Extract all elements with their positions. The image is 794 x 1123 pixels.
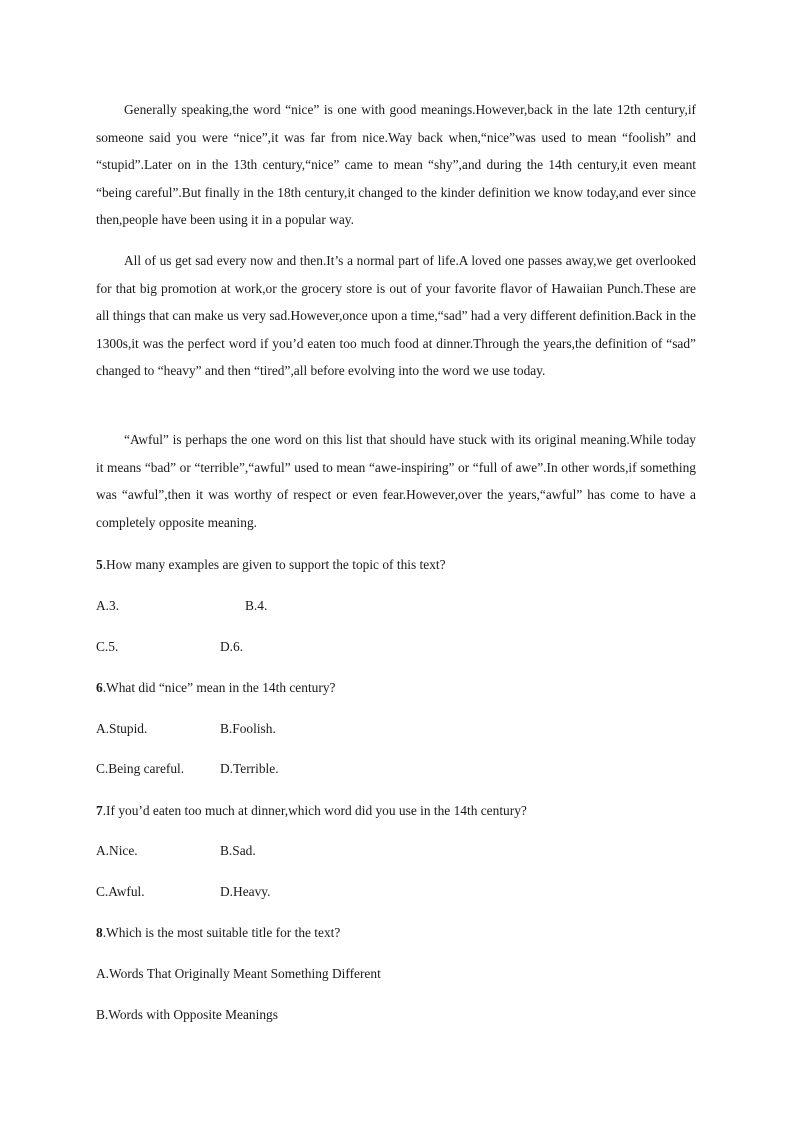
question-number: 7 [96,803,103,818]
option-c: C.Awful. [96,884,145,899]
option-a: A.Words That Originally Meant Something Different [96,966,381,981]
option-d: D.6. [220,639,244,654]
option-c: C.5. [96,639,119,654]
passage-paragraph-sad: All of us get sad every now and then.It’s a normal part of life.A loved one passes away,we get overlooked for that big promotion at work,or the grocery store is out of your favorite flavor of Hawaiian Punch.These are all things that can make us very sad.However,once upon a time,“sad” had a very different definition.Back in the 1300s,it was the perfect word if you’d eaten too much food at dinner.Through the years,the definition of “sad” changed to “heavy” and then “tired”,all before evolving into the word we use today. [96,253,696,379]
question-number: 5 [96,557,103,572]
option-a: A.Nice. [96,843,138,858]
option-b: B.Foolish. [220,721,276,736]
question-7 [96,801,716,821]
option-d: D.Heavy. [220,884,271,899]
question-number: 8 [96,925,103,940]
option-b: B.4. [245,598,268,613]
option-c: C.Being careful. [96,761,185,776]
passage-paragraph-nice: Generally speaking,the word “nice” is one with good meanings.However,back in the late 12th century,if someone said you were “nice”,it was far from nice.Way back when,“nice”was used to mean “foolish” and “stupid”.Later on in the 13th century,“nice” came to mean “shy”,and during the 14th century,it even meant “being careful”.But finally in the 18th century,it changed to the kinder definition we know today,and ever since then,people have been using it in a popular way. [96,102,696,228]
option-b: B.Words with Opposite Meanings [96,1007,278,1022]
question-text: .If you’d eaten too much at dinner,which word did you use in the 14th century? [102,803,527,818]
question-5 [96,555,716,575]
question-8 [96,923,716,943]
question-text: .How many examples are given to support the topic of this text? [102,557,446,572]
option-a: A.Stupid. [96,721,148,736]
option-a: A.3. [96,598,120,613]
option-b: B.Sad. [220,843,256,858]
question-6 [96,678,716,698]
option-d: D.Terrible. [220,761,279,776]
passage-paragraph-awful: “Awful” is perhaps the one word on this list that should have stuck with its original meaning.While today it means “bad” or “terrible”,“awful” used to mean “awe-inspiring” or “full of awe”.In other words,if something was “awful”,then it was worthy of respect or even fear.However,over the years,“awful” has come to have a completely opposite meaning. [96,432,696,530]
question-text: .What did “nice” mean in the 14th century? [102,680,336,695]
question-text: .Which is the most suitable title for the text? [102,925,341,940]
question-number: 6 [96,680,103,695]
